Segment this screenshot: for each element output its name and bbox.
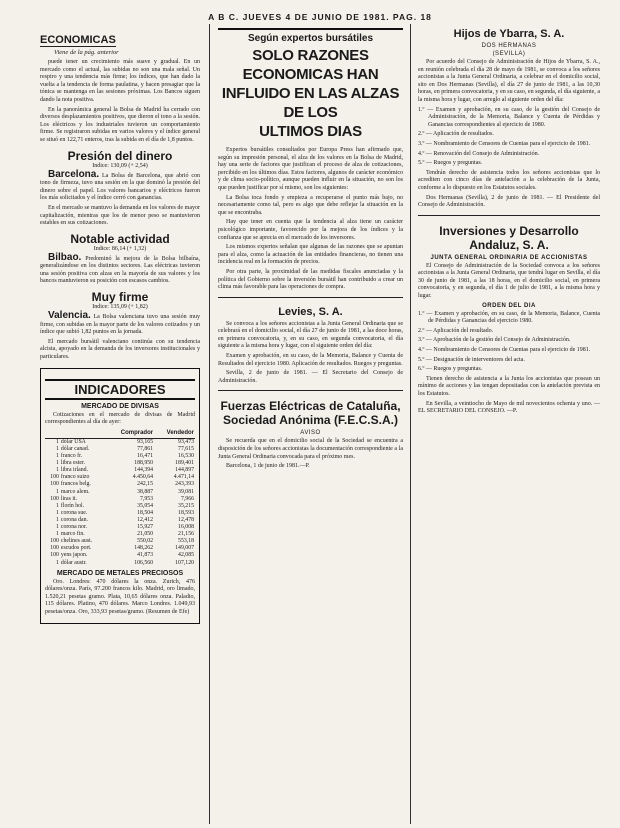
location: DOS HERMANAS — [481, 43, 537, 49]
page-header: A B C. JUEVES 4 DE JUNIO DE 1981. PAG. 18 — [208, 12, 432, 22]
currency-row — [45, 517, 195, 524]
currency-row — [45, 489, 195, 496]
agenda-item: 1.º — Examen y aprobación, en su caso, de la Memoria, Balance, Cuenta de Pérdidas y Ganancias del ejercicio 1980. — [418, 310, 600, 325]
city-bilbao: Bilbao. — [48, 251, 82, 263]
agenda-item: 1.º — Examen y aprobación, en su caso, de la gestión del Consejo de Administración, de la Memoria, Balance y Cuenta de Pérdidas y Ganancias correspondientes al ejercicio de 1980. — [418, 106, 600, 128]
currency-buy: 93,165 — [137, 438, 154, 445]
currency-name: libra irland. — [60, 467, 88, 474]
notice-paragraph: Por acuerdo del Consejo de Administración de Hijos de Ybarra, S. A., en reunión celebrada el día 28 de mayo de 1981, se convoca a los señores accionistas a la Junta General Ordinaria, a celebrar en el domicilio social, sito en Dos Hermanas (Sevilla), el día 27 de junio de 1981, a las 10,30 horas, en primera convocatoria, y en su caso, en segunda, el día siguiente, a la misma hora y lugar, con arreglo al siguiente orden del día: — [418, 59, 600, 103]
agenda-item: 6.º — Ruegos y preguntas. — [418, 366, 483, 373]
currency-buy: 77,861 — [137, 446, 154, 452]
currency-sell: 77,615 — [178, 446, 194, 452]
city-barcelona: Barcelona. — [48, 168, 100, 180]
junta-label: JUNTA GENERAL ORDINARIA DE ACCIONISTAS — [430, 254, 588, 261]
divisas-title: MERCADO DE DIVISAS — [81, 402, 159, 410]
currency-name: florín hol. — [60, 502, 85, 509]
column-expertos — [218, 22, 403, 473]
column-economicas — [40, 22, 200, 630]
notice-title-ybarra: Hijos de Ybarra, S. A. — [453, 28, 565, 40]
currency-buy: 16,471 — [137, 453, 154, 460]
notice-title-inversiones: Inversiones y Desarrollo Andaluz, S. A. — [439, 223, 579, 252]
divider — [218, 390, 403, 391]
currency-buy: 35,054 — [137, 502, 154, 509]
col-vendedor: Vendedor — [154, 429, 195, 439]
article-paragraph: puede tener un crecimiento más suave y gradual. En un mercado como el actual, las subidas no son una mala señal. Un respiro y una tendencia más firme; los índices, que han dado la vuelta a la tendencia de forma paulatina, y hacen presagiar que la tónica se mantenga en las sesiones próximas. Los Bancos siguen dando la nota positiva. — [40, 59, 200, 103]
notice-title-fecsa: Fuerzas Eléctricas de Cataluña, Sociedad Anónima (F.E.C.S.A.) — [220, 399, 401, 428]
indicadores-box — [40, 368, 200, 624]
agenda-item: 2.º — Aplicación de resultados. — [418, 131, 494, 138]
currency-unit: 1 — [56, 446, 59, 452]
currency-unit: 1 — [56, 488, 59, 495]
currency-sell: 553,18 — [178, 538, 194, 545]
currency-name: libra ester. — [60, 460, 86, 467]
currency-name: corona sue. — [60, 509, 88, 516]
currency-name: corona dan. — [60, 516, 88, 523]
currency-buy: 18,504 — [137, 509, 154, 516]
location-region: (SEVILLA) — [492, 51, 526, 57]
notice-paragraph: Tendrán derecho de asistencia todos los señores accionistas que lo acrediten con cinco días de antelación a la celebración de la Junta, conforme a lo dispuesto en los Estatutos sociales. — [418, 169, 600, 191]
currency-row — [45, 545, 195, 552]
article-paragraph: Bilbao. Predominó la mejora de la Bolsa bilbaína, generalizándose en los distintos sectores. Las eléctricas tuvieron una sesión positiva con alzas en la mayoría de sus valores y los bancos mantuvieron su posición con escasos cambios. — [40, 251, 200, 285]
currency-sell: 35,215 — [178, 502, 194, 509]
currency-unit: 1 — [56, 502, 59, 509]
metales-text: Oro. Londres: 470 dólares la onza. Zurich, 476 dólares/onza. París, 97.200 francos kilo. Madrid, oro limado, 1.520,21 pesetas gramo. Plata, 10,65 dólares onza. Paladio, 115 dólares. Platino, 470 dólares. Marco Londres. 1.049,93 pesetas/onza. Oro, 333,93 pesetas/gramo. (Resumen de Efe) — [45, 578, 195, 615]
aviso-label: AVISO — [300, 430, 321, 437]
currency-unit: 1 — [56, 460, 59, 467]
currency-row — [45, 496, 195, 503]
currency-buy: 148,262 — [134, 545, 154, 552]
currency-row — [45, 531, 195, 538]
currency-name: chelines aust. — [60, 538, 93, 545]
currency-row — [45, 538, 195, 545]
currency-unit: 1 — [56, 531, 59, 538]
currency-name: franco fr. — [60, 453, 83, 460]
article-paragraph: Barcelona. La Bolsa de Barcelona, que abrió con tono de firmeza, tuvo una sesión en la que dominó la presión del dinero sobre el papel. Los valores bancarios y eléctricos fueron los más solicitados y el índice cerró con ganancias. — [40, 168, 200, 202]
currency-row — [45, 503, 195, 510]
section-title: ECONOMICAS — [40, 34, 116, 46]
currency-buy: 21,050 — [137, 531, 154, 538]
currency-name: dólar canad. — [60, 446, 90, 452]
agenda-item: 5.º — Ruegos y preguntas. — [418, 160, 483, 167]
metales-title: MERCADO DE METALES PRECIOSOS — [56, 569, 184, 577]
agenda-item: 3.º — Aprobación de la gestión del Consejo de Administración. — [418, 337, 571, 344]
currency-buy: 106,560 — [134, 559, 154, 566]
notice-paragraph: Tienen derecho de asistencia a la Junta los accionistas que posean un mínimo de acciones y las tengan depositadas con la antelación prevista en los Estatutos. — [418, 375, 600, 397]
currency-sell: 243,393 — [175, 481, 194, 488]
currency-unit: 100 — [50, 481, 59, 488]
column-rule — [209, 24, 210, 824]
currency-buy: 4.450,64 — [132, 474, 154, 481]
currency-name: yens japon. — [60, 552, 88, 559]
col-comprador: Comprador — [106, 429, 154, 439]
currency-name: franco suizo — [60, 474, 90, 481]
orden-label: ORDEN DEL DIA — [482, 302, 536, 309]
currency-name: francos belg. — [60, 481, 91, 488]
notice-paragraph: Se convoca a los señores accionistas a la Junta General Ordinaria que se celebrará en el domicilio social, el día 27 de junio de 1981, a las doce horas, en primera convocatoria, y, en su caso, en segunda convocatoria, el día siguiente a la misma hora y lugar, con el siguiente orden del día: — [218, 320, 403, 350]
agenda-item: 2.º — Aplicación del resultado. — [418, 327, 494, 334]
currency-name: marco alem. — [60, 488, 90, 495]
currency-name: corona nor. — [60, 524, 87, 531]
currency-sell: 7,966 — [180, 495, 194, 502]
article-paragraph: El mercado bursátil valenciano continúa con su tendencia alcista, apoyado en la demanda de los inversores institucionales y particulares. — [40, 338, 200, 361]
continuation-note: Viene de la pág. anterior — [54, 49, 119, 56]
currency-name: escudos port. — [60, 545, 92, 552]
city-valencia: Valencia. — [48, 310, 91, 322]
currency-row — [45, 481, 195, 488]
article-paragraph: Expertos bursátiles consultados por Europa Press han afirmado que, según su impresión personal, el alza de los valores en la Bolsa de Madrid, hay una serie de factores que justifican el proceso de alza de cotizaciones, percibido en los últimos días. Estos factores, algunos de carácter económico y de clima socio-político, aunque pueden influir en la situación, no son los que pueden justificar por sí mismo, son los siguientes: — [218, 147, 403, 191]
currency-sell: 39,081 — [178, 488, 194, 495]
currency-unit: 100 — [50, 538, 59, 545]
notice-signature: En Sevilla, a veintiocho de Mayo de mil novecientos ochenta y uno. — EL SECRETARIO DEL CONSEJO. —P. — [418, 400, 600, 415]
article-paragraph: La Bolsa toca fondo y empieza a recuperarse el punto más bajo, no necesariamente como tal, pero es algo que debe reflejar la situación en la que se encontraba. — [218, 194, 403, 216]
subheading-presion: Presión del dinero — [67, 148, 173, 163]
main-headline: SOLO RAZONES ECONOMICAS HAN INFLUIDO EN LAS ALZAS DE LOS ULTIMOS DIAS — [221, 47, 400, 140]
notice-signature: Barcelona, 1 de junio de 1981.—P. — [226, 463, 310, 470]
article-paragraph: Valencia. La Bolsa valenciana tuvo una sesión muy firme, con subidas en la mayor parte de los valores cotizados y un índice que subió 1,82 puntos en la jornada. — [40, 310, 200, 336]
notice-signature: Dos Hermanas (Sevilla), 2 de junio de 1981. — El Presidente del Consejo de Administración. — [418, 194, 600, 209]
currency-sell: 18,593 — [178, 509, 194, 516]
article-paragraph: Los mismos expertos señalan que algunas de las razones que se apuntan para el alza, como la actuación de las entidades financieras, no tienen una incidencia real en la formación de precios. — [218, 244, 403, 266]
currency-unit: 1 — [56, 524, 59, 531]
currency-row — [45, 460, 195, 467]
notice-paragraph: Se recuerda que en el domicilio social de la Sociedad se encuentra a disposición de los señores accionistas la documentación correspondiente a la Junta General Ordinaria convocada para el próximo mes. — [218, 438, 403, 460]
currency-buy: 15,927 — [137, 524, 154, 531]
subheading-firma: Muy firme — [91, 290, 149, 305]
column-notices — [418, 22, 600, 418]
currency-name: liras it. — [60, 495, 78, 502]
agenda-item: 4.º — Nombramiento de Censores de Cuentas para el ejercicio de 1981. — [418, 347, 591, 354]
currency-sell: 107,120 — [175, 559, 194, 566]
kicker: Según expertos bursátiles — [218, 28, 403, 44]
currency-table — [45, 429, 195, 567]
currency-name: dólar austr. — [60, 559, 87, 566]
currency-sell: 16,008 — [178, 524, 194, 531]
currency-buy: 12,412 — [137, 516, 154, 523]
currency-sell: 42,085 — [178, 552, 194, 559]
notice-paragraph: El Consejo de Administración de la Sociedad convoca a los señores accionistas a la Junta General Ordinaria, que tendrá lugar en Sevilla, el día 30 de junio de 1981, a las 18 horas, en el domicilio social, en primera convocatoria, y en segunda, el día 1 de julio de 1981, a la misma hora y lugar. — [418, 262, 600, 300]
subheading-notable: Notable actividad — [70, 231, 170, 246]
currency-unit: 100 — [50, 552, 59, 559]
currency-unit: 1 — [56, 509, 59, 516]
currency-buy: 38,887 — [137, 488, 154, 495]
currency-buy: 188,950 — [134, 460, 154, 467]
currency-buy: 550,02 — [137, 538, 154, 545]
currency-unit: 100 — [50, 474, 59, 481]
currency-sell: 12,478 — [178, 516, 194, 523]
article-paragraph: En el mercado se mantuvo la demanda en los valores de mayor capitalización, mientras que los de menor peso se mantuvieron estables en sus cotizaciones. — [40, 204, 200, 227]
currency-row — [45, 552, 195, 559]
divider — [218, 297, 403, 298]
currency-unit: 1 — [56, 559, 59, 566]
currency-buy: 242,15 — [137, 481, 154, 488]
currency-buy: 144,394 — [134, 467, 154, 474]
currency-unit: 1 — [56, 516, 59, 523]
index-value: Indice: 130,09 (+ 2,54) — [92, 162, 148, 169]
agenda-list — [418, 311, 600, 374]
agenda-item: 3.º — Nombramiento de Censores de Cuentas para el ejercicio de 1981. — [418, 140, 591, 147]
currency-unit: 1 — [56, 467, 59, 474]
notice-signature: Sevilla, 2 de junio de 1981. — El Secretario del Consejo de Administración. — [218, 370, 403, 384]
currency-buy: 7,953 — [140, 495, 154, 502]
currency-row — [45, 560, 195, 567]
currency-row — [45, 438, 195, 446]
currency-sell: 16,530 — [178, 453, 194, 460]
agenda-list — [418, 107, 600, 168]
currency-unit: 100 — [50, 495, 59, 502]
currency-name: dólar USA — [60, 438, 86, 445]
agenda-item: 5.º — Designación de interventores del acta. — [418, 356, 525, 363]
currency-unit: 100 — [50, 545, 59, 552]
currency-buy: 41,873 — [137, 552, 154, 559]
currency-sell: 4.471,14 — [173, 474, 194, 481]
currency-sell: 21,156 — [178, 531, 194, 538]
indicadores-title: INDICADORES — [45, 379, 195, 400]
notice-title-levies: Levies, S. A. — [278, 305, 343, 318]
article-paragraph: Hay que tener en cuenta que la tendencia al alza tiene un carácter psicológico importante, favorecido por la mejora de los índices y la confianza que se aprecia en el mercado de los inversores. — [218, 219, 403, 241]
divider — [418, 215, 600, 216]
agenda-item: 4.º — Renovación del Consejo de Administración. — [418, 150, 540, 157]
currency-unit: 1 — [56, 438, 59, 445]
column-rule — [410, 24, 411, 824]
currency-row — [45, 510, 195, 517]
notice-paragraph: Examen y aprobación, en su caso, de la Memoria, Balance y Cuenta de Resultados del ejercicio 1980. Aplicación de resultados. Ruegos y preguntas. — [218, 353, 403, 367]
divisas-note: Cotizaciones en el mercado de divisas de Madrid correspondientes al día de ayer: — [45, 411, 195, 426]
index-value: Indice: 135,09 (+ 1,82) — [92, 304, 148, 311]
currency-unit: 1 — [56, 453, 59, 460]
currency-sell: 149,007 — [175, 545, 194, 552]
article-paragraph: Por otra parte, la proximidad de las medidas fiscales anunciadas y la política del Gobierno sobre la inversión bursátil han contribuido a crear un clima más favorable para las operaciones de compra. — [218, 268, 403, 291]
currency-row — [45, 453, 195, 460]
index-value: Indice: 86,14 (+ 1,32) — [93, 245, 147, 252]
currency-sell: 144,897 — [175, 467, 194, 474]
article-paragraph: En la panorámica general la Bolsa de Madrid ha cerrado con diversos desplazamientos positivos, que dieron el tono a la sesión. Los eléctricos y los industriales tuvieron un comportamiento firme. Se registraron subidas en varios valores y el índice general se situó en 122,71 enteros, tras la subida en el día de 1,8 puntos. — [40, 106, 200, 143]
currency-name: marco fin. — [60, 531, 85, 538]
currency-sell: 189,401 — [175, 460, 194, 467]
currency-sell: 93,473 — [178, 438, 194, 445]
